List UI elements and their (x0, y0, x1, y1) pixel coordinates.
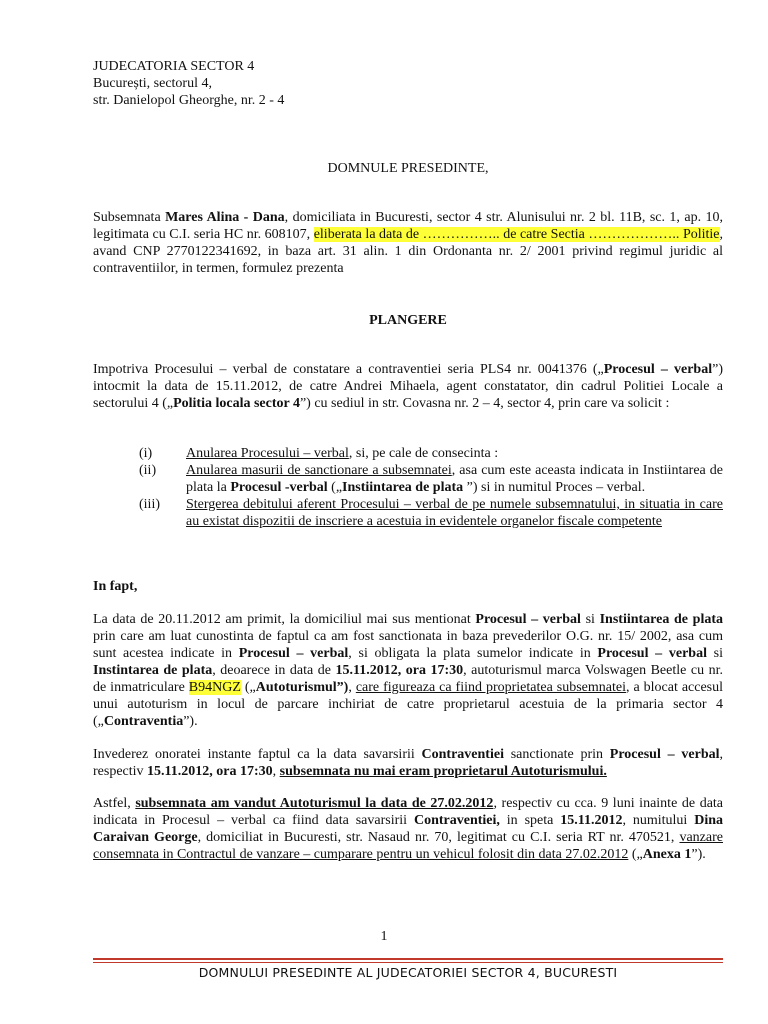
list-text (186, 462, 723, 496)
intro-paragraph (93, 209, 723, 277)
bold-term: Procesul – verbal (603, 362, 713, 377)
paragraph-text: ”). (691, 847, 706, 862)
paragraph-text: , autoturismul marca Volswagen Beetle cu nr. de inmatriculare (93, 663, 723, 695)
bold-underlined-text: subsemnata am vandut Autoturismul la data de 27.02.2012 (135, 796, 494, 811)
bold-term: Procesul – verbal (609, 747, 720, 762)
highlighted-plate: B94NGZ (188, 680, 241, 695)
bold-term: Procesul – verbal (238, 646, 349, 661)
list-item (139, 496, 723, 530)
underlined-text: care figureaza ca fiind proprietatea subsemnatei (355, 680, 626, 695)
intro-text: Subsemnata (93, 210, 166, 225)
list-item (139, 445, 723, 462)
paragraph-text: si (706, 646, 724, 661)
paragraph-text: La data de 20.11.2012 am primit, la domiciliul mai sus mentionat (93, 612, 476, 627)
astfel-paragraph (93, 795, 723, 863)
facts-heading-comma: , (133, 579, 138, 594)
bold-term: Dina Caraivan George (93, 813, 724, 845)
paragraph-text: , respectiv (93, 747, 723, 779)
bold-term: Autoturismul”) (255, 680, 349, 695)
paragraph-text: , si, pe cale de consecinta : (348, 446, 499, 461)
document-heading: PLANGERE (369, 313, 447, 328)
paragraph-text: („ (327, 480, 343, 495)
intro-text: , avand CNP 2770122341692, in baza art. 31 alin. 1 din Ordonanta nr. 2/ 2001 privind regimul juridic al contraventiilor, in termen, formulez prezenta (93, 227, 723, 276)
court-street: str. Danielopol Gheorghe, nr. 2 - 4 (93, 93, 285, 108)
bold-term: Instintarea de plata (93, 663, 213, 678)
paragraph-text: in speta (499, 813, 561, 828)
bold-term: Contraventia (103, 714, 184, 729)
bold-term: Instiintarea de plata (342, 480, 464, 495)
footer-rule-thin (93, 962, 723, 963)
paragraph-text: sanctionate prin (503, 747, 610, 762)
underlined-text: Anularea Procesului – verbal (186, 446, 349, 461)
footer-rule (93, 958, 723, 960)
highlighted-text: eliberata la data de …………….. de catre Sectia ……………….. Politie (313, 227, 720, 242)
paragraph-text: Impotriva Procesului – verbal de constatare a contraventiei seria PLS4 nr. 0041376 („ (93, 362, 604, 377)
court-address (93, 58, 723, 109)
paragraph-text: ”). (183, 714, 198, 729)
document-page (93, 58, 724, 862)
paragraph-text: („ (628, 847, 643, 862)
list-number: (iii) (139, 497, 160, 512)
paragraph-text: , deoarece in data de (212, 663, 336, 678)
list-number: (i) (139, 446, 153, 461)
paragraph-text: , respectiv cu cca. 9 luni inainte de data indicata in Procesul – verbal ca fiind data savarsirii (93, 796, 724, 828)
paragraph-text: , si obligata la plata sumelor indicate in (348, 646, 598, 661)
paragraph-text: ”) intocmit la data de 15.11.2012, de catre Andrei Mihaela, agent constatator, din cadrul Politiei Locale a sectorului 4 („ (93, 362, 724, 411)
list-item (139, 462, 723, 496)
paragraph-text: Astfel, (93, 796, 136, 811)
paragraph-text: („ (240, 680, 256, 695)
paragraph-text: , domiciliat in Bucuresti, str. Nasaud nr. 70, legitimat cu C.I. seria RT nr. 470521, (197, 830, 680, 845)
invederez-paragraph (93, 746, 723, 780)
against-paragraph (93, 361, 723, 412)
paragraph-text: , (348, 680, 356, 695)
salutation: DOMNULE PRESEDINTE, (327, 161, 489, 176)
bold-term: Instiintarea de plata (599, 612, 724, 627)
bold-term: Politia locala sector 4 (173, 396, 300, 411)
paragraph-text: , asa cum este aceasta indicata in Instiintarea de plata la (186, 463, 723, 495)
facts-paragraph (93, 611, 723, 730)
petitioner-name: Mares Alina - Dana (165, 210, 285, 225)
bold-underlined-text: subsemnata nu mai eram proprietarul Autoturismului. (279, 764, 607, 779)
underlined-text: vanzare consemnata in Contractul de vanzare – cumparare pentru un vehicul folosit din data 27.02.2012 (93, 830, 723, 862)
paragraph-text: si (580, 612, 600, 627)
page-number: 1 (380, 929, 388, 944)
paragraph-text: , a blocat accesul unui autoturism in locul de parcare inchiriat de catre proprietarul acestuia de la primaria sector 4 („ (93, 680, 724, 729)
paragraph-text: Invederez onoratei instante faptul ca la data savarsirii (93, 747, 422, 762)
court-name: JUDECATORIA SECTOR 4 (93, 59, 255, 74)
bold-term: Procesul – verbal (597, 646, 707, 661)
court-city: București, sectorul 4, (93, 76, 212, 91)
list-text (186, 445, 723, 462)
bold-term: Contraventiei (421, 747, 504, 762)
bold-term: Contraventiei, (413, 813, 500, 828)
underlined-text: Anularea masurii de sanctionare a subsemnatei (186, 463, 452, 478)
facts-heading-text: In fapt (93, 579, 134, 594)
bold-term: 15.11.2012, ora 17:30 (335, 663, 464, 678)
bold-term: Anexa 1 (642, 847, 692, 862)
list-number: (ii) (139, 463, 157, 478)
bold-term: 15.11.2012 (560, 813, 623, 828)
list-text (186, 496, 723, 530)
page-footer: DOMNULUI PRESEDINTE AL JUDECATORIEI SECTOR 4, BUCURESTI (198, 965, 618, 980)
bold-term: Procesul -verbal (230, 480, 328, 495)
facts-heading (93, 578, 137, 595)
requests-list (139, 445, 723, 530)
underlined-text: Stergerea debitului aferent Procesului – verbal de pe numele subsemnatului, in situatia in care au existat dispozitii de inscriere a acestuia in evidentele organelor fiscale competente (186, 497, 723, 529)
paragraph-text: ”) cu sediul in str. Covasna nr. 2 – 4, sector 4, prin care va solicit : (299, 396, 670, 411)
paragraph-text: , numitului (622, 813, 695, 828)
paragraph-text: ”) si in numitul Proces – verbal. (463, 480, 646, 495)
bold-term: Procesul – verbal (475, 612, 581, 627)
bold-term: 15.11.2012, ora 17:30 (147, 764, 273, 779)
intro-text: , domiciliata in Bucuresti, sector 4 str. Alunisului nr. 2 bl. 11B, sc. 1, ap. 10, legitimata cu C.I. seria HC nr. 608107, (93, 210, 723, 242)
paragraph-text: prin care am luat cunostinta de faptul ca am fost sanctionata in baza prevederilor O.G. nr. 15/ 2002, asa cum sunt acestea indicate in (93, 629, 723, 661)
paragraph-text: , (272, 764, 280, 779)
